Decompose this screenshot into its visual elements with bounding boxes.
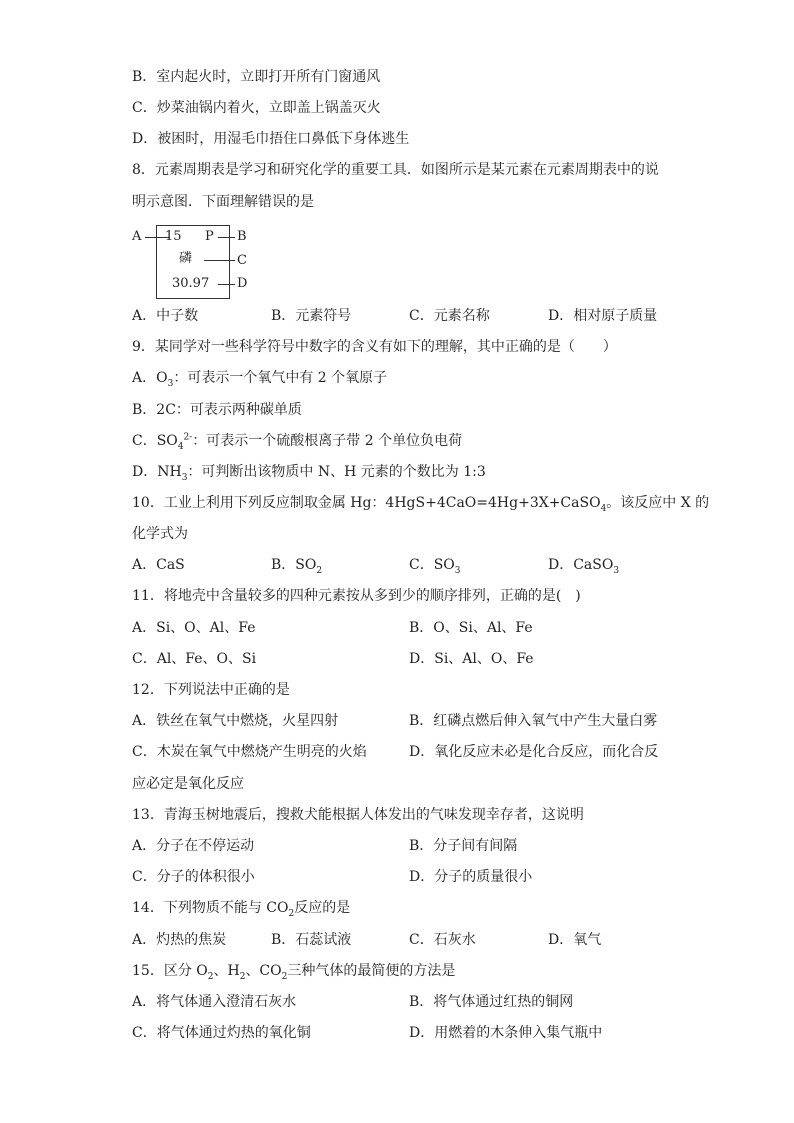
q11-option-c: C．Al、Fe、O、Si: [132, 651, 257, 667]
q14-option-a: A．灼热的焦炭: [132, 932, 227, 948]
q7-option-b: B．室内起火时，立即打开所有门窗通风: [132, 69, 381, 85]
q15-option-b: B．将气体通过红热的铜网: [409, 994, 574, 1010]
element-name: 磷: [179, 251, 193, 266]
q10-option-b: B．$SO_2$: [271, 557, 323, 576]
q11-option-d: D．Si、Al、O、Fe: [409, 651, 534, 667]
q15-option-c: C．将气体通过灼热的氧化铜: [132, 1025, 311, 1041]
q8-stem-line2: 明示意图．下面理解错误的是: [132, 194, 314, 210]
atomic-number: 15: [165, 229, 182, 244]
q14-option-d: D．氧气: [548, 932, 602, 948]
q15-option-d: D．用燃着的木条伸入集气瓶中: [409, 1025, 603, 1041]
q8-option-b: B．元素符号: [271, 308, 352, 324]
q11-stem: 11．将地壳中含量较多的四种元素按从多到少的顺序排列，正确的是( ): [132, 588, 581, 604]
diagram-label-a: A: [132, 229, 142, 244]
element-cell-diagram: [132, 225, 272, 305]
q12-option-d-cont: 应必定是氧化反应: [132, 776, 244, 792]
q10-stem-line1: 10．工业上利用下列反应制取金属 Hg：4HgS+4CaO=4Hg+3X+CaSO$_4$。该反应中 X 的: [132, 495, 710, 514]
diagram-label-c: C: [237, 253, 247, 268]
q10-option-d: D．CaSO$_3$: [548, 557, 620, 576]
q13-option-c: C．分子的体积很小: [132, 869, 255, 885]
atomic-mass: 30.97: [172, 276, 210, 291]
q13-option-b: B．分子间有间隔: [409, 838, 518, 854]
pointer-line-c: [204, 260, 235, 261]
q7-option-d: D．被困时，用湿毛巾捂住口鼻低下身体逃生: [132, 131, 410, 147]
q14-option-b: B．石蕊试液: [271, 932, 352, 948]
q8-option-d: D．相对原子质量: [548, 308, 658, 324]
q12-option-a: A．铁丝在氧气中燃烧，火星四射: [132, 713, 339, 729]
q11-option-b: B．O、Si、Al、Fe: [409, 620, 533, 636]
q11-option-a: A．Si、O、Al、Fe: [132, 620, 256, 636]
q15-option-a: A．将气体通入澄清石灰水: [132, 994, 297, 1010]
q12-stem: 12．下列说法中正确的是: [132, 682, 290, 698]
q8-option-a: A．中子数: [132, 308, 199, 324]
q9-option-b: B．2C：可表示两种碳单质: [132, 402, 302, 418]
pointer-line-d: [218, 284, 235, 285]
q14-option-c: C．石灰水: [409, 932, 476, 948]
q9-option-c: C．$SO_4^{2-}$：可表示一个硫酸根离子带 2 个单位负电荷: [132, 432, 463, 452]
q12-option-d: D．氧化反应未必是化合反应，而化合反: [409, 744, 659, 760]
diagram-label-d: D: [237, 276, 248, 291]
q9-stem: 9．某同学对一些科学符号中数字的含义有如下的理解，其中正确的是（ ）: [132, 339, 617, 355]
q13-stem: 13．青海玉树地震后，搜救犬能根据人体发出的气味发现幸存者，这说明: [132, 807, 584, 823]
element-symbol: P: [205, 229, 214, 244]
q8-stem-line1: 8．元素周期表是学习和研究化学的重要工具．如图所示是某元素在元素周期表中的说: [132, 162, 659, 178]
q15-stem: 15．区分 $O_2$、$H_2$、$CO_2$三种气体的最简便的方法是: [132, 963, 456, 982]
q7-option-c: C．炒菜油锅内着火，立即盖上锅盖灭火: [132, 100, 381, 116]
q12-option-c: C．木炭在氧气中燃烧产生明亮的火焰: [132, 744, 367, 760]
q10-option-a: A．CaS: [132, 557, 185, 573]
diagram-label-b: B: [237, 229, 247, 244]
q10-option-c: C．$SO_3$: [409, 557, 461, 576]
q8-option-c: C．元素名称: [409, 308, 490, 324]
q13-option-a: A．分子在不停运动: [132, 838, 255, 854]
pointer-line-b: [218, 237, 235, 238]
q9-option-d: D．$NH_3$：可判断出该物质中 N、H 元素的个数比为 1:3: [132, 464, 486, 483]
q10-stem-line2: 化学式为: [132, 526, 188, 542]
q12-option-b: B．红磷点燃后伸入氧气中产生大量白雾: [409, 713, 658, 729]
q14-stem: 14．下列物质不能与 $CO_2$反应的是: [132, 900, 351, 919]
q13-option-d: D．分子的质量很小: [409, 869, 533, 885]
q9-option-a: A．$O_3$：可表示一个氧气中有 2 个氧原子: [132, 370, 388, 389]
